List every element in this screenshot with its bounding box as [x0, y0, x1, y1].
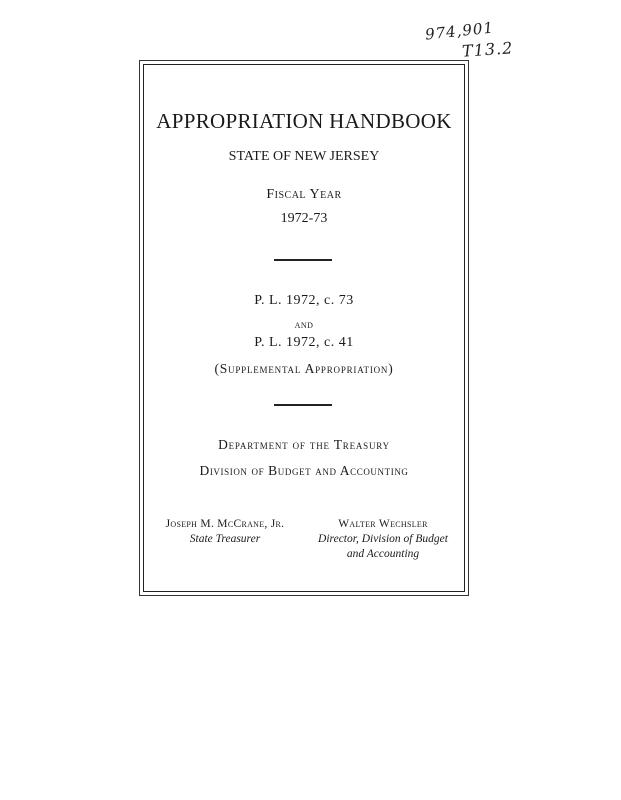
signatory-director: [304, 517, 462, 562]
handwritten-catalog-number: 974,901: [424, 18, 495, 44]
divider-rule: [274, 404, 332, 406]
document-title: APPROPRIATION HANDBOOK: [156, 109, 452, 133]
department-name: Department of the Treasury: [218, 437, 390, 452]
signatory-title-continued: and Accounting: [346, 548, 420, 560]
signatory-title: Director, Division of Budget: [318, 533, 448, 545]
fiscal-year-label: Fiscal Year: [266, 187, 342, 202]
signatory-title: State Treasurer: [189, 533, 261, 545]
conjunction: and: [294, 319, 314, 331]
state-name: STATE OF NEW JERSEY: [228, 149, 380, 164]
supplemental-note: (Supplemental Appropriation): [214, 361, 394, 376]
divider-rule: [274, 259, 332, 261]
handwritten-shelf-mark: T13.2: [461, 38, 514, 61]
public-law-2: P. L. 1972, c. 41: [254, 335, 354, 350]
title-page-inner-border: [143, 64, 465, 592]
title-page-frame: [139, 60, 469, 596]
signatory-name: Walter Wechsler: [338, 518, 428, 530]
fiscal-year: 1972-73: [280, 211, 328, 226]
public-law-1: P. L. 1972, c. 73: [254, 293, 354, 308]
division-name: Division of Budget and Accounting: [199, 463, 409, 478]
signatory-treasurer: [156, 517, 294, 547]
signatory-name: Joseph M. McCrane, Jr.: [165, 518, 285, 530]
